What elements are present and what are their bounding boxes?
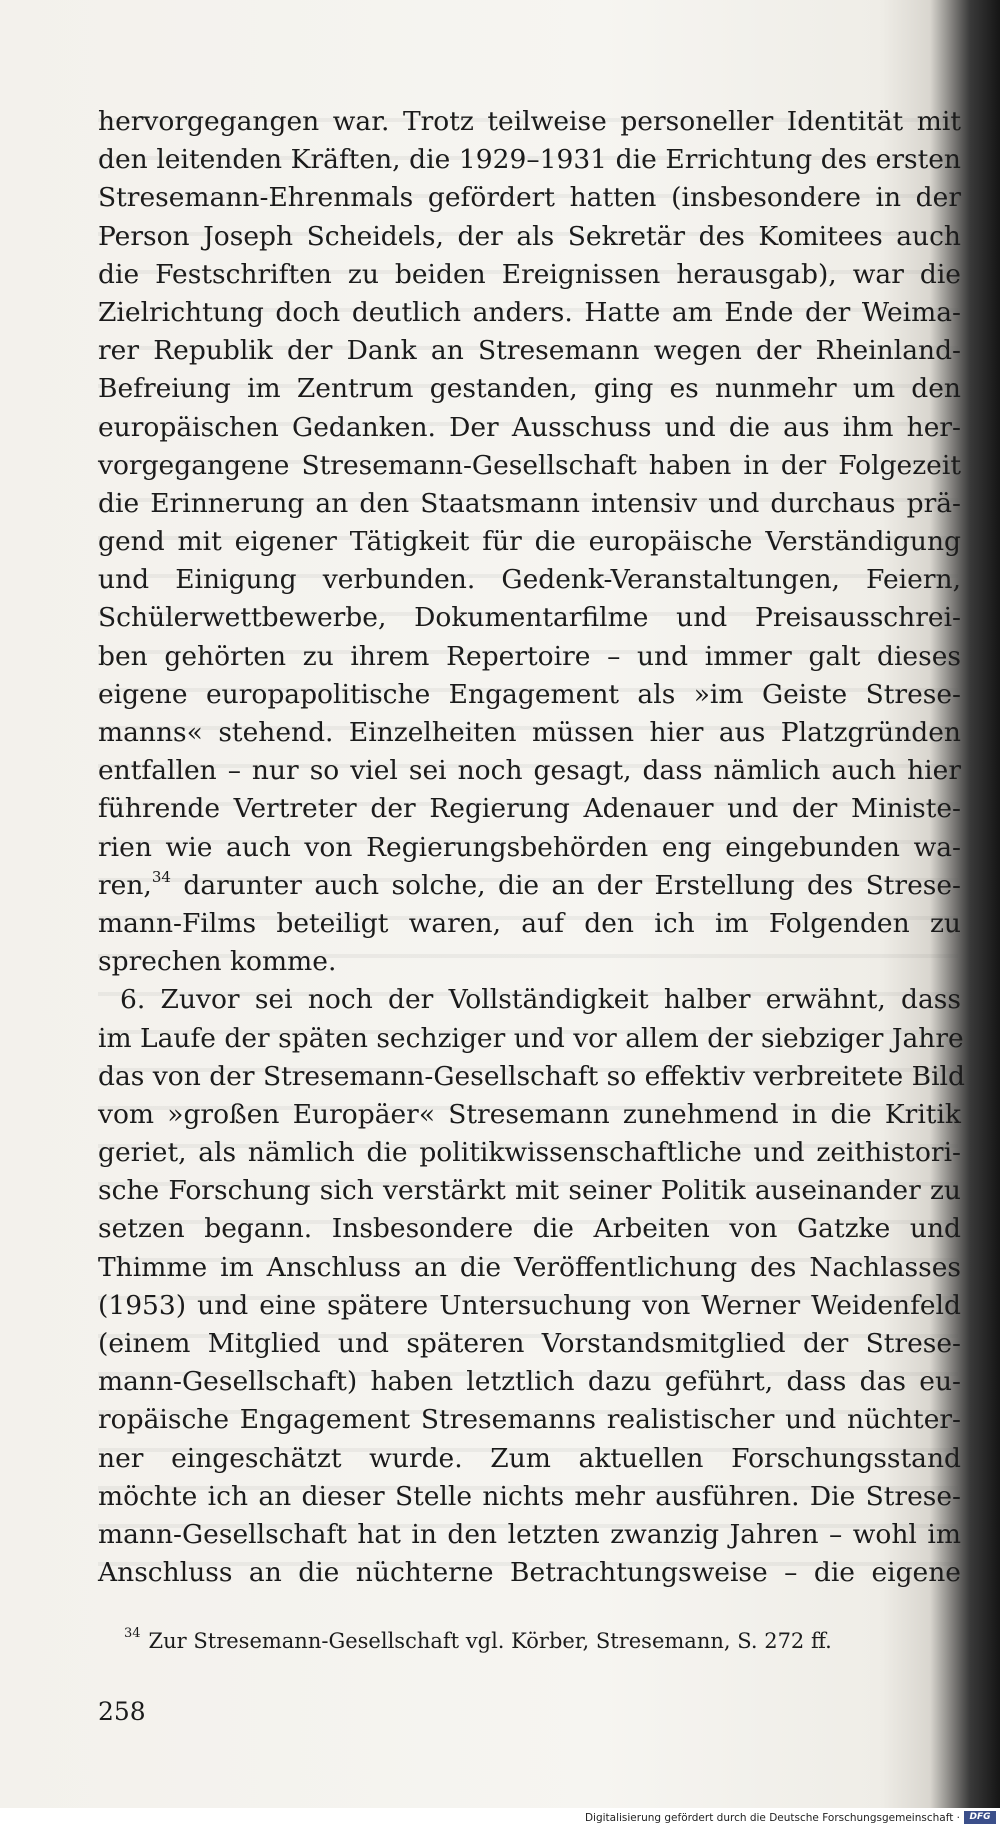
text-line: Zielrichtung doch deutlich anders. Hatte am Ende der Weima-	[98, 296, 961, 328]
text-line: geriet, als nämlich die politikwissenschaftliche und zeithistori-	[98, 1137, 961, 1169]
paragraph-start-line: 6. Zuvor sei noch der Vollständigkeit halber erwähnt, dass	[120, 984, 961, 1016]
text-line: Thimme im Anschluss an die Veröffentlichung des Nachlasses	[98, 1251, 961, 1283]
text-line: die Erinnerung an den Staatsmann intensiv und durchaus prä-	[98, 487, 961, 519]
text-line: vorgegangene Stresemann-Gesellschaft haben in der Folgezeit	[98, 449, 961, 481]
text-line: Person Joseph Scheidels, der als Sekretär des Komitees auch	[98, 220, 961, 252]
text-line: (1953) und eine spätere Untersuchung von Werner Weidenfeld	[98, 1289, 961, 1321]
text-line: ropäische Engagement Stresemanns realistischer und nüchter-	[98, 1404, 961, 1436]
text-line: sche Forschung sich verstärkt mit seiner Politik auseinander zu	[98, 1175, 961, 1207]
text-line: gend mit eigener Tätigkeit für die europäische Verständigung	[98, 526, 961, 558]
text-line: eigene europapolitische Engagement als »im Geiste Strese-	[98, 678, 961, 710]
text-fragment: darunter auch solche, die an der Erstellung des Strese-	[170, 869, 961, 901]
text-line: Anschluss an die nüchterne Betrachtungsweise – die eigene	[98, 1557, 961, 1589]
text-line: den leitenden Kräften, die 1929–1931 die Errichtung des ersten	[98, 144, 961, 176]
text-line: ben gehörten zu ihrem Repertoire – und immer galt dieses	[98, 640, 961, 672]
text-line: mann-Gesellschaft hat in den letzten zwanzig Jahren – wohl im	[98, 1518, 961, 1550]
text-line: Stresemann-Ehrenmals gefördert hatten (insbesondere in der	[98, 182, 961, 214]
body-text	[98, 103, 965, 1592]
text-line: rer Republik der Dank an Stresemann wegen der Rheinland-	[98, 335, 961, 367]
footnote-number: 34	[124, 1626, 141, 1641]
text-line: vom »großen Europäer« Stresemann zunehmend in die Kritik	[98, 1098, 961, 1130]
text-line: Befreiung im Zentrum gestanden, ging es nunmehr um den	[98, 373, 961, 405]
text-line: möchte ich an dieser Stelle nichts mehr ausführen. Die Strese-	[98, 1480, 961, 1512]
text-line: setzen begann. Insbesondere die Arbeiten von Gatzke und	[98, 1213, 961, 1245]
text-line: im Laufe der späten sechziger und vor allem der siebziger Jahre	[98, 1022, 964, 1054]
dfg-logo: DFG	[964, 1811, 996, 1824]
text-line: (einem Mitglied und späteren Vorstandsmitglied der Strese-	[98, 1328, 961, 1359]
text-line: rien wie auch von Regierungsbehörden eng eingebunden wa-	[98, 831, 961, 863]
text-line: die Festschriften zu beiden Ereignissen herausgab), war die	[98, 258, 961, 290]
text-line: führende Vertreter der Regierung Adenauer und der Ministe-	[98, 793, 961, 825]
footnote-text: Zur Stresemann-Gesellschaft vgl. Körber, Stresemann, S. 272 ff.	[148, 1629, 832, 1653]
text-line: entfallen – nur so viel sei noch gesagt, dass nämlich auch hier	[98, 755, 961, 787]
digitization-credit: Digitalisierung gefördert durch die Deutsche Forschungsgemeinschaft ·	[584, 1812, 960, 1824]
text-line: europäischen Gedanken. Der Ausschuss und die aus ihm her-	[98, 411, 961, 443]
text-fragment: ren,	[98, 869, 152, 901]
text-line-with-footnote	[98, 867, 961, 905]
footnote-reference[interactable]: 34	[151, 867, 171, 886]
text-line: mann-Gesellschaft) haben letztlich dazu geführt, dass das eu-	[98, 1366, 961, 1398]
text-line: Schülerwettbewerbe, Dokumentarfilme und Preisausschrei-	[98, 602, 961, 634]
footnote	[124, 1626, 964, 1656]
page-number: 258	[98, 1697, 146, 1726]
text-line: sprechen komme.	[98, 946, 337, 978]
text-line: manns« stehend. Einzelheiten müssen hier aus Platzgründen	[98, 717, 961, 748]
text-line: mann-Films beteiligt waren, auf den ich im Folgenden zu	[98, 907, 961, 939]
text-line: hervorgegangen war. Trotz teilweise personeller Identität mit	[98, 106, 961, 137]
text-line: und Einigung verbunden. Gedenk-Veranstaltungen, Feiern,	[98, 564, 961, 596]
text-line: ner eingeschätzt wurde. Zum aktuellen Forschungsstand	[98, 1442, 961, 1474]
text-line: das von der Stresemann-Gesellschaft so effektiv verbreitete Bild	[98, 1060, 965, 1092]
